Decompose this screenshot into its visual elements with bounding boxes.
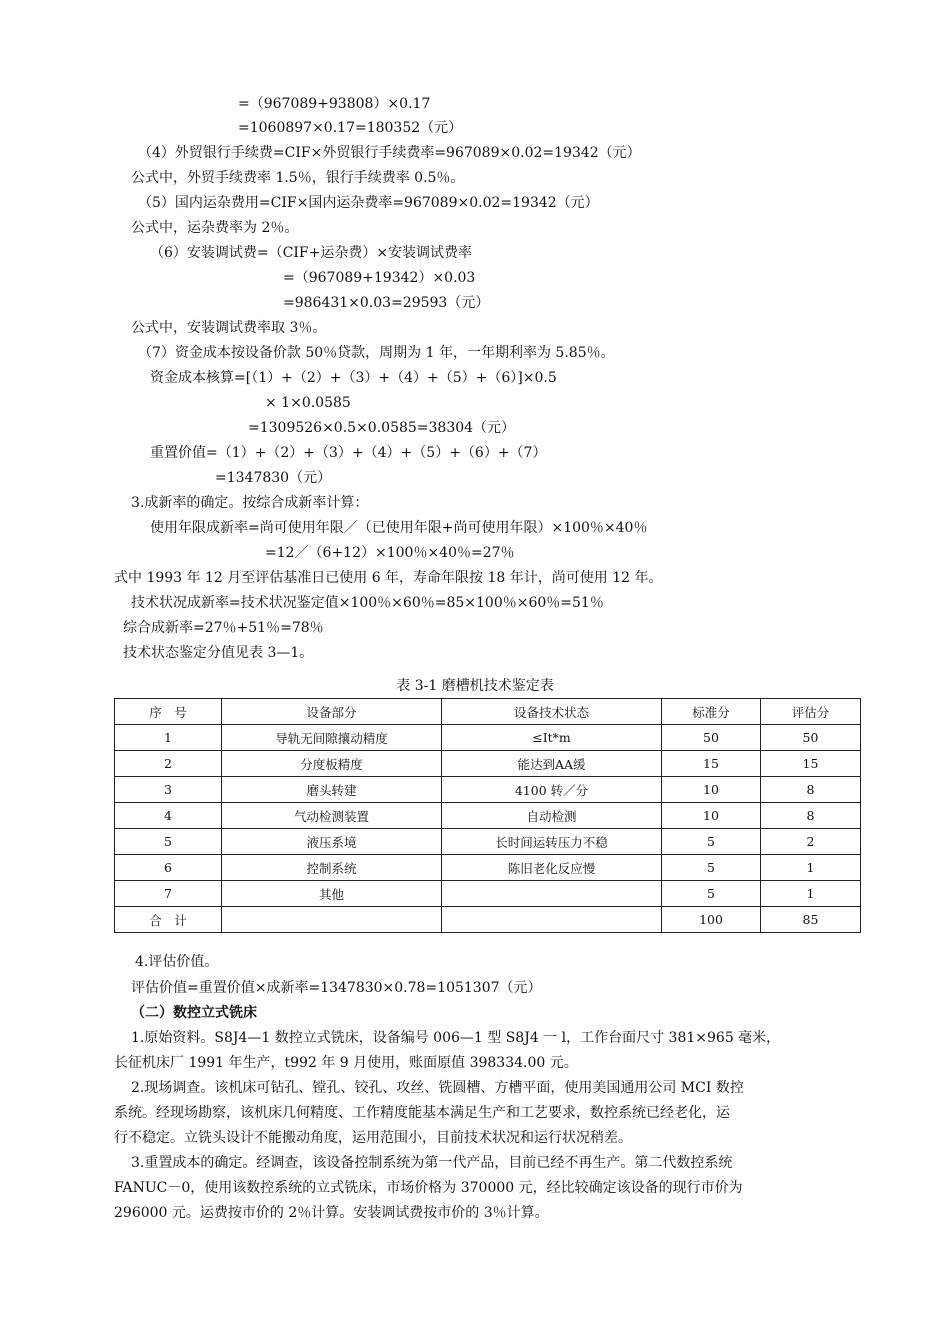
row-seq: 5 [115, 829, 222, 855]
text-line: （5）国内运杂费用=CIF×国内运杂费率=967089×0.02=19342（元） [138, 195, 599, 211]
row-eval-score: 1 [761, 855, 861, 881]
header-standard-score: 标准分 [662, 699, 761, 725]
text-line: 重置价值=（1）+（2）+（3）+（4）+（5）+（6）+（7） [150, 445, 547, 461]
text-line: 系统。经现场勘察，该机床几何精度、工作精度能基本满足生产和工艺要求，数控系统已经老化，运 [114, 1105, 730, 1121]
row-standard-score: 5 [662, 881, 761, 907]
text-line: 技术状况成新率=技术状况鉴定值×100％×60％=85×100％×60％=51％ [131, 595, 604, 611]
text-line: 1.原始资料。S8J4—1 数控立式铣床，设备编号 006—1 型 S8J4 一 l，工作台面尺寸 381×965 毫米， [131, 1030, 781, 1046]
row-seq: 7 [115, 881, 222, 907]
text-line: FANUC－0，使用该数控系统的立式铣床，市场价格为 370000 元，经比较确定该设备的现行市价为 [114, 1180, 743, 1196]
table-row [115, 777, 861, 803]
row-part: 磨头转建 [222, 777, 442, 803]
header-seq: 序 号 [115, 699, 222, 725]
row-part: 其他 [222, 881, 442, 907]
text-line: （4）外贸银行手续费=CIF×外贸银行手续费率=967089×0.02=19342（元） [138, 145, 641, 161]
row-part: 液压系境 [222, 829, 442, 855]
text-line: =986431×0.03=29593（元） [283, 295, 490, 311]
row-seq: 6 [115, 855, 222, 881]
text-line: 式中 1993 年 12 月至评估基准日已使用 6 年，寿命年限按 18 年计，尚可使用 12 年。 [114, 570, 663, 586]
text-line: 资金成本核算=[（1）+（2）+（3）+（4）+（5）+（6）]×0.5 [150, 370, 557, 386]
row-status: 陈旧老化反应慢 [442, 855, 662, 881]
row-status: 长时间运转压力不稳 [442, 829, 662, 855]
row-seq: 3 [115, 777, 222, 803]
row-standard-score: 15 [662, 751, 761, 777]
header-part: 设备部分 [222, 699, 442, 725]
text-line: 技术状态鉴定分值见表 3—1。 [123, 645, 314, 661]
row-eval-score: 2 [761, 829, 861, 855]
row-part: 导轨无间隙攘动精度 [222, 725, 442, 751]
row-standard-score: 50 [662, 725, 761, 751]
text-line: 公式中，外贸手续费率 1.5％，银行手续费率 0.5％。 [131, 170, 465, 186]
table-row [115, 855, 861, 881]
row-status: 自动检测 [442, 803, 662, 829]
text-line: 3.成新率的确定。按综合成新率计算： [131, 495, 369, 511]
text-line: =（967089+19342）×0.03 [283, 270, 476, 286]
table-row [115, 725, 861, 751]
text-line: 行不稳定。立铣头设计不能搬动角度，运用范围小，目前技术状况和运行状况稍差。 [114, 1130, 632, 1146]
text-line: =12／（6+12）×100％×40％=27％ [265, 545, 515, 561]
row-seq: 1 [115, 725, 222, 751]
text-line: =1309526×0.5×0.0585=38304（元） [248, 420, 516, 436]
text-line: （6）安装调试费=（CIF+运杂费）×安装调试费率 [150, 245, 473, 261]
table-total-row [115, 907, 861, 933]
text-line: 3.重置成本的确定。经调查，该设备控制系统为第一代产品，目前已经不再生产。第二代数控系统 [131, 1155, 733, 1171]
row-seq: 2 [115, 751, 222, 777]
equipment-evaluation-table [114, 698, 861, 933]
text-line: （二）数控立式铣床 [131, 1005, 257, 1021]
row-eval-score: 8 [761, 777, 861, 803]
total-cell [222, 907, 442, 933]
text-line: =1060897×0.17=180352（元） [238, 120, 463, 136]
row-part: 分度板精度 [222, 751, 442, 777]
text-line: × 1×0.0585 [265, 395, 351, 411]
text-line: 4.评估价值。 [135, 954, 219, 970]
table-caption: 表 3-1 磨槽机技术鉴定表 [396, 678, 554, 694]
row-status: ≤It*m [442, 725, 662, 751]
total-standard-score: 100 [662, 907, 761, 933]
row-eval-score: 8 [761, 803, 861, 829]
table-header-row [115, 699, 861, 725]
row-part: 控制系统 [222, 855, 442, 881]
header-eval-score: 评估分 [761, 699, 861, 725]
table-row [115, 829, 861, 855]
row-eval-score: 15 [761, 751, 861, 777]
text-line: =1347830（元） [215, 470, 332, 486]
row-part: 气动检测装置 [222, 803, 442, 829]
text-line: 评估价值=重置价值×成新率=1347830×0.78=1051307（元） [131, 980, 542, 996]
text-line: =（967089+93808）×0.17 [238, 96, 431, 112]
row-standard-score: 10 [662, 803, 761, 829]
row-status: 能达到AA缓 [442, 751, 662, 777]
total-cell [442, 907, 662, 933]
total-eval-score: 85 [761, 907, 861, 933]
row-seq: 4 [115, 803, 222, 829]
text-line: （7）资金成本按设备价款 50％贷款，周期为 1 年，一年期利率为 5.85％。 [138, 345, 615, 361]
header-status: 设备技术状态 [442, 699, 662, 725]
total-label: 合 计 [115, 907, 222, 933]
row-eval-score: 1 [761, 881, 861, 907]
row-standard-score: 10 [662, 777, 761, 803]
text-line: 综合成新率=27％+51％=78％ [123, 620, 324, 636]
table-row [115, 803, 861, 829]
row-standard-score: 5 [662, 855, 761, 881]
text-line: 296000 元。运费按市价的 2％计算。安装调试费按市价的 3％计算。 [114, 1205, 549, 1221]
row-status: 4100 转／分 [442, 777, 662, 803]
text-line: 使用年限成新率=尚可使用年限／（已使用年限+尚可使用年限）×100％×40％ [150, 520, 648, 536]
row-status [442, 881, 662, 907]
row-eval-score: 50 [761, 725, 861, 751]
text-line: 2.现场调查。该机床可钻孔、镗孔、铰孔、攻丝、铣圆槽、方槽平面，使用美国通用公司 MCI 数控 [131, 1080, 744, 1096]
row-standard-score: 5 [662, 829, 761, 855]
table-row [115, 881, 861, 907]
text-line: 公式中，运杂费率为 2％。 [131, 220, 299, 236]
table-row [115, 751, 861, 777]
text-line: 长征机床厂 1991 年生产，t992 年 9 月使用，账面原值 398334.00 元。 [114, 1055, 578, 1071]
text-line: 公式中，安装调试费率取 3％。 [131, 320, 327, 336]
